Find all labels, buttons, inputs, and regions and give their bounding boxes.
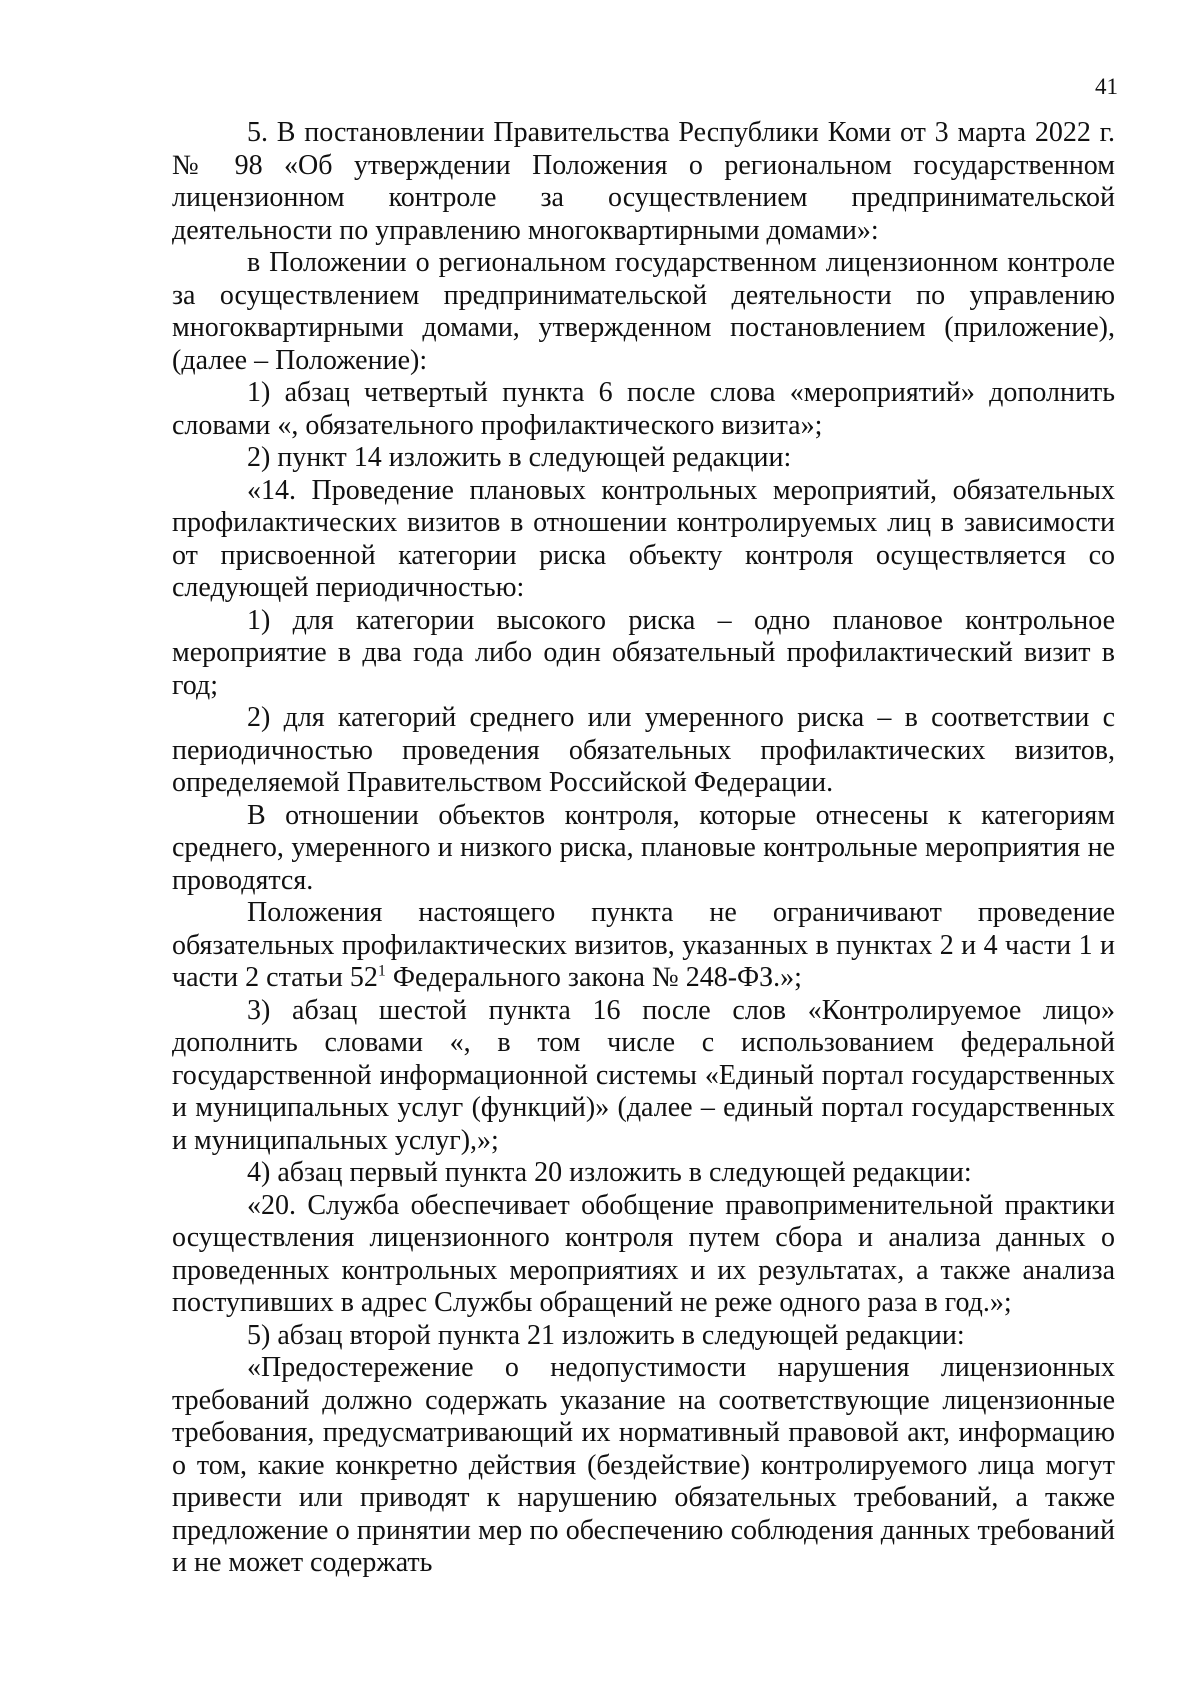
provisions-text: Положения настоящего пункта не ограничивают проведение обязательных профилактических визитов, указанных в пунктах 2 и 4 части 1 и части 2 статьи 52 <box>172 897 1115 993</box>
paragraph-resolution-reference: 5. В постановлении Правительства Республики Коми от 3 марта 2022 г. № 98 «Об утверждении Положения о региональном государственном лицензионном контроле за осуществлением предпринимательской деятельности по управлению многоквартирными домами»: <box>172 117 1115 246</box>
paragraph-regulation-intro: в Положении о региональном государственном лицензионном контроле за осуществлением предпринимательской деятельности по управлению многоквартирными домами, утвержденном постановлением (приложение), (далее – Положение): <box>172 247 1115 376</box>
paragraph-item-14: «14. Проведение плановых контрольных мероприятий, обязательных профилактических визитов в отношении контролируемых лиц в зависимости от присвоенной категории риска объекту контроля осуществляется со следующей периодичностью: <box>172 474 1115 603</box>
paragraph-item-20: «20. Служба обеспечивает обобщение правоприменительной практики осуществления лицензионного контроля путем сбора и анализа данных о проведенных контрольных мероприятиях и их результатах, а также анализа поступивших в адрес Службы обращений не реже одного раза в год.»; <box>172 1189 1115 1318</box>
provisions-text-end: Федерального закона № 248-ФЗ.»; <box>385 962 802 993</box>
paragraph-amendment-5: 5) абзац второй пункта 21 изложить в следующей редакции: <box>247 1319 965 1351</box>
paragraph-amendment-2: 2) пункт 14 изложить в следующей редакции: <box>247 442 792 473</box>
paragraph-low-risk: В отношении объектов контроля, которые отнесены к категориям среднего, умеренного и низкого риска, плановые контрольные мероприятия не проводятся. <box>172 799 1115 896</box>
paragraph-medium-risk: 2) для категорий среднего или умеренного риска – в соответствии с периодичностью проведения обязательных профилактических визитов, определяемой Правительством Российской Федерации. <box>172 702 1115 798</box>
paragraph-warning: «Предостережение о недопустимости нарушения лицензионных требований должно содержать указание на соответствующие лицензионные требования, предусматривающий их нормативный правовой акт, информацию о том, какие конкретно действия (бездействие) контролируемого лица могут привести или приводят к нарушению обязательных требований, а также предложение о принятии мер по обеспечению соблюдения данных требований и не может содержать <box>172 1352 1115 1578</box>
paragraph-amendment-1: 1) абзац четвертый пункта 6 после слова «мероприятий» дополнить словами «, обязательного профилактического визита»; <box>172 377 1115 441</box>
document-body <box>172 117 1115 1580</box>
article-superscript: 1 <box>377 962 386 980</box>
paragraph-amendment-4: 4) абзац первый пункта 20 изложить в следующей редакции: <box>247 1157 972 1188</box>
paragraph-amendment-3: 3) абзац шестой пункта 16 после слов «Контролируемое лицо» дополнить словами «, в том числе с использованием федеральной государственной информационной системы «Единый портал государственных и муниципальных услуг (функций)» (далее – единый портал государственных и муниципальных услуг),»; <box>172 994 1115 1156</box>
paragraph-item-14-provisions <box>172 897 1115 995</box>
page-number: 41 <box>1095 74 1118 99</box>
paragraph-high-risk: 1) для категории высокого риска – одно плановое контрольное мероприятие в два года либо один обязательный профилактический визит в год; <box>172 604 1115 701</box>
